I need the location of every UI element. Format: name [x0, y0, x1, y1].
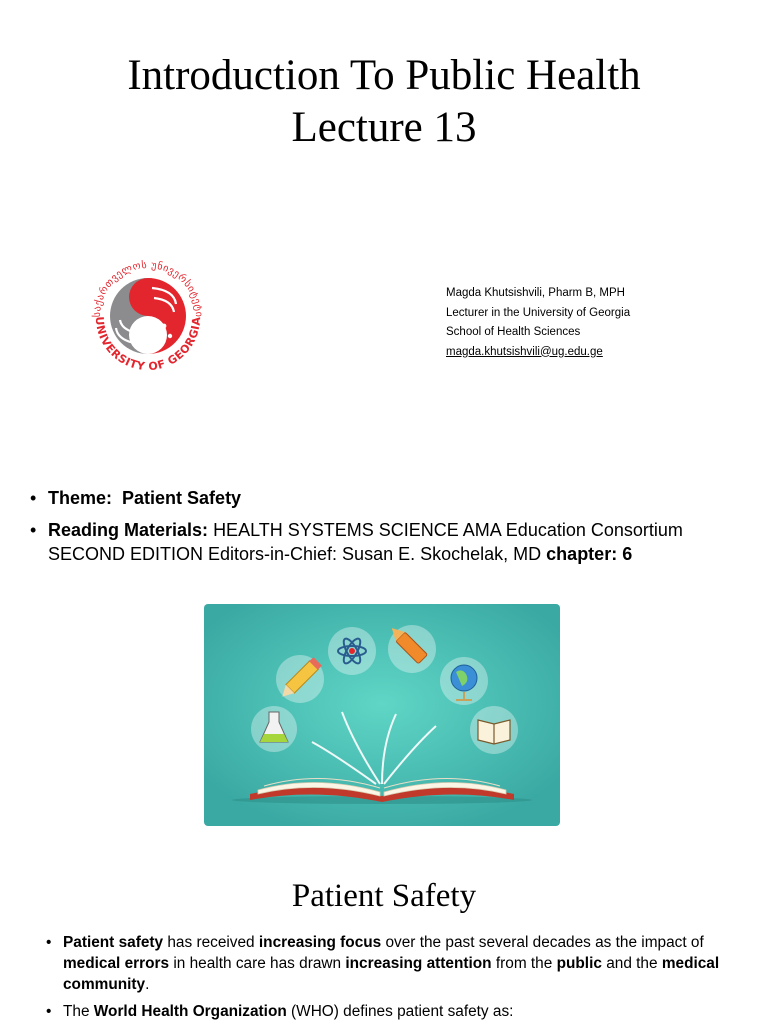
text: (WHO) defines patient safety as: — [286, 1003, 514, 1020]
author-email-link[interactable]: magda.khutsishvili@ug.edu.ge — [446, 345, 603, 358]
author-info — [446, 284, 630, 362]
university-of-georgia-logo-icon — [78, 252, 218, 380]
svg-text:UNIVERSITY OF GEORGIA — [93, 316, 203, 373]
theme-bullet — [30, 486, 750, 510]
open-book-illustration-icon — [204, 604, 560, 826]
reading-label: Reading Materials: — [48, 520, 209, 540]
bullet-patient-safety-focus — [46, 932, 736, 995]
bullet-who-definition — [46, 1001, 736, 1022]
title-line-2: Lecture 13 — [291, 104, 477, 151]
text-bold: increasing attention — [345, 955, 492, 972]
text-bold: medical errors — [63, 955, 170, 972]
text: over the past several decades as the impact of — [381, 934, 704, 951]
title-line-1: Introduction To Public Health — [127, 52, 641, 99]
text: The — [63, 1003, 94, 1020]
author-name: Magda Khutsishvili, Pharm B, MPH — [446, 287, 625, 299]
text: and the — [601, 955, 662, 972]
patient-safety-bullets — [46, 932, 736, 1028]
slide-title — [0, 50, 768, 154]
reading-text: HEALTH SYSTEMS SCIENCE AMA Education Consortium SECOND EDITION Editors-in-Chief: Susan E. Skochelak, MD — [48, 520, 683, 564]
reading-materials-bullet — [30, 518, 750, 566]
text: in health care has drawn — [169, 955, 346, 972]
reading-info-list — [30, 486, 750, 574]
author-school: School of Health Sciences — [446, 326, 581, 338]
patient-safety-title: Patient Safety — [291, 878, 477, 914]
text-bold: medical community — [63, 955, 720, 993]
theme-label: Theme: — [48, 488, 113, 508]
text-bold: increasing focus — [258, 934, 382, 951]
text-bold: public — [556, 955, 602, 972]
author-position: Lecturer in the University of Georgia — [446, 306, 631, 319]
text: from the — [491, 955, 557, 972]
text-bold: World Health Organization — [93, 1003, 287, 1020]
logo-georgian-text: საქართველოს უნივერსიტეტი — [91, 259, 205, 318]
logo-english-text: UNIVERSITY OF GEORGIA — [92, 316, 204, 374]
theme-value: Patient Safety — [122, 488, 242, 508]
chapter-label: chapter: 6 — [546, 544, 633, 564]
text-bold: Patient safety — [63, 934, 164, 951]
text: . — [145, 976, 150, 993]
text: has received — [163, 934, 259, 951]
